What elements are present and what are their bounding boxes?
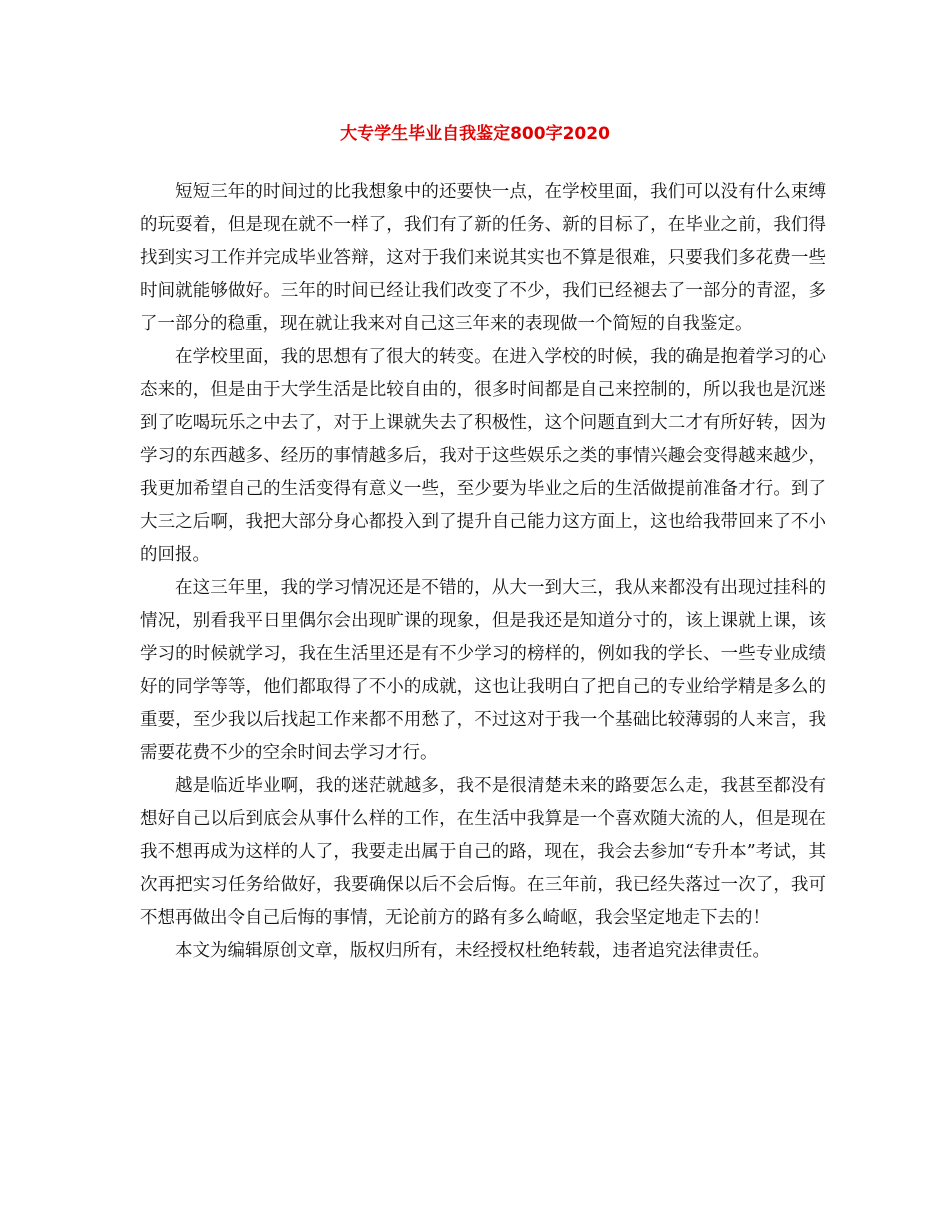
copyright-notice: 本文为编辑原创文章，版权归所有，未经授权杜绝转载，违者追究法律责任。 <box>175 941 770 961</box>
paragraph-3: 在这三年里，我的学习情况还是不错的，从大一到大三，我从来都没有出现过挂科的情况，别看我平日里偶尔会出现旷课的现象，但是我还是知道分寸的，该上课就上课，该学习的时候就学习，我在生活里还是有不少学习的榜样的，例如我的学长、一些专业成绩好的同学等等，他们都取得了不小的成就，这也让我明白了把自己的专业给学精是多么的重要，至少我以后找起工作来都不用愁了，不过这对于我一个基础比较薄弱的人来言，我需要花费不少的空余时间去学习才行。 <box>140 578 826 763</box>
paragraph-2: 在学校里面，我的思想有了很大的转变。在进入学校的时候，我的确是抱着学习的心态来的，但是由于大学生活是比较自由的，很多时间都是自己来控制的，所以我也是沉迷到了吃喝玩乐之中去了，对于上课就失去了积极性，这个问题直到大二才有所好转，因为学习的东西越多、经历的事情越多后，我对于这些娱乐之类的事情兴趣会变得越来越少，我更加希望自己的生活变得有意义一些，至少要为毕业之后的生活做提前准备才行。到了大三之后啊，我把大部分身心都投入到了提升自己能力这方面上，这也给我带回来了不小的回报。 <box>140 347 826 565</box>
document-body <box>140 176 826 968</box>
document-title: 大专学生毕业自我鉴定800字2020 <box>340 124 610 144</box>
paragraph-4: 越是临近毕业啊，我的迷茫就越多，我不是很清楚未来的路要怎么走，我甚至都没有想好自己以后到底会从事什么样的工作，在生活中我算是一个喜欢随大流的人，但是现在我不想再成为这样的人了，我要走出属于自己的路，现在，我会去参加“专升本”考试，其次再把实习任务给做好，我要确保以后不会后悔。在三年前，我已经失落过一次了，我可不想再做出令自己后悔的事情，无论前方的路有多么崎岖，我会坚定地走下去的！ <box>140 776 826 928</box>
paragraph-1: 短短三年的时间过的比我想象中的还要快一点，在学校里面，我们可以没有什么束缚的玩耍着，但是现在就不一样了，我们有了新的任务、新的目标了，在毕业之前，我们得找到实习工作并完成毕业答辩，这对于我们来说其实也不算是很难，只要我们多花费一些时间就能够做好。三年的时间已经让我们改变了不少，我们已经褪去了一部分的青涩，多了一部分的稳重，现在就让我来对自己这三年来的表现做一个简短的自我鉴定。 <box>140 182 826 334</box>
